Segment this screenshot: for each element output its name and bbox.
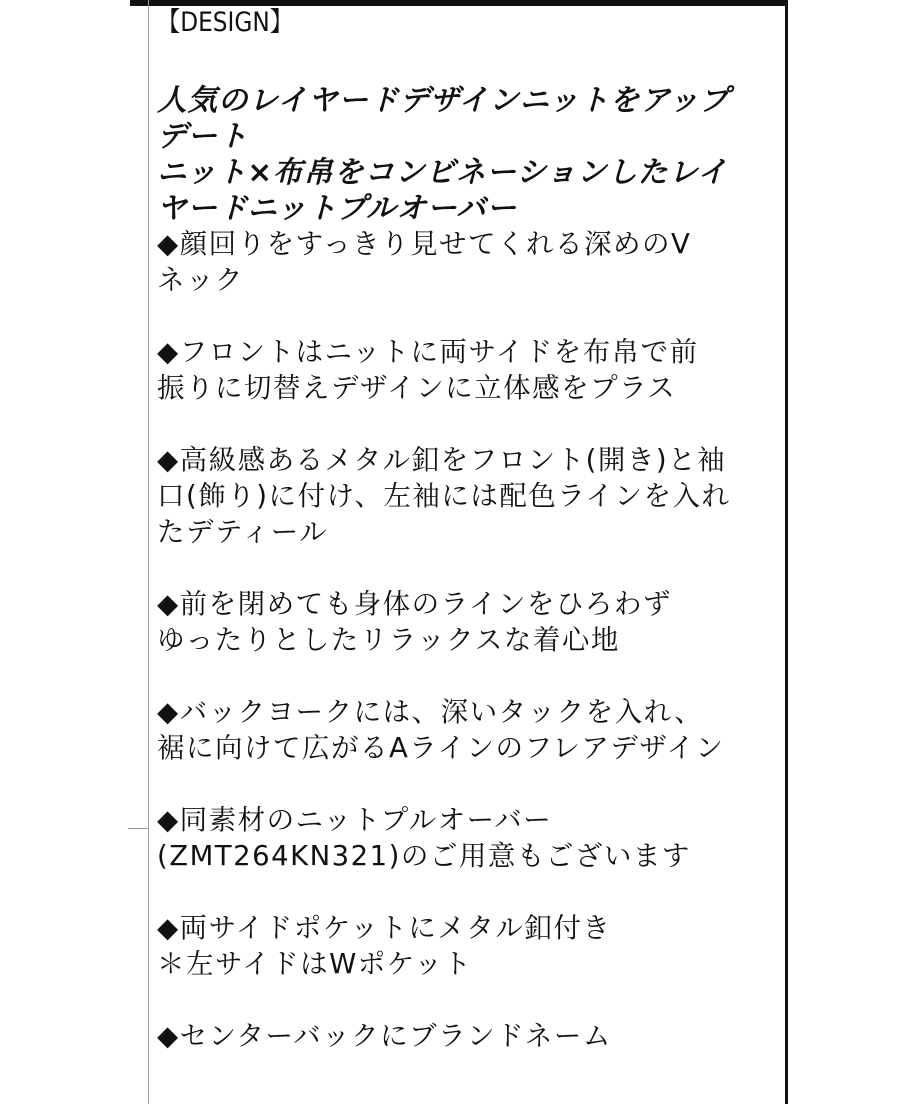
feature-item <box>157 334 777 406</box>
feature-item <box>157 694 777 766</box>
feature-item <box>157 226 777 298</box>
feature-line: たデティール <box>157 516 329 548</box>
lead-line: デート <box>157 119 249 153</box>
feature-item <box>157 586 777 658</box>
product-description <box>157 5 777 1090</box>
lead-text <box>157 82 777 226</box>
feature-line: 口(飾り)に付け、左袖には配色ラインを入れ <box>157 480 731 512</box>
feature-line: ゆったりとしたリラックスな着心地 <box>157 624 620 656</box>
feature-line: ◆顔回りをすっきり見せてくれる深めのV <box>157 228 692 260</box>
feature-line: 裾に向けて広がるAラインのフレアデザイン <box>157 732 725 764</box>
left-border <box>148 0 149 1104</box>
feature-line: ◆両サイドポケットにメタル釦付き <box>157 912 612 944</box>
feature-item <box>157 910 777 982</box>
feature-line: ◆前を閉めても身体のラインをひろわず <box>157 588 672 620</box>
feature-line: ◆同素材のニットプルオーバー <box>157 804 553 836</box>
feature-line: ◆フロントはニットに両サイドを布帛で前 <box>157 336 699 368</box>
feature-line: ネック <box>157 264 244 296</box>
feature-item <box>157 1018 777 1054</box>
lead-line: ニット×布帛をコンビネーションしたレイ <box>157 155 728 189</box>
feature-line: ◆センターバックにブランドネーム <box>157 1020 612 1052</box>
lead-line: ヤードニットプルオーバー <box>157 191 518 225</box>
margin-tick-mark <box>128 828 148 829</box>
feature-line: ＊左サイドはWポケット <box>157 948 473 980</box>
feature-item <box>157 442 777 550</box>
feature-line: 振りに切替えデザインに立体感をプラス <box>157 372 677 404</box>
lead-line: 人気のレイヤードデザインニットをアップ <box>157 83 730 117</box>
feature-line: ◆バックヨークには、深いタックを入れ、 <box>157 696 704 728</box>
feature-item <box>157 802 777 874</box>
feature-list <box>157 226 777 1054</box>
right-border <box>785 0 788 1104</box>
section-header: 【DESIGN】 <box>157 7 293 38</box>
feature-line: ◆高級感あるメタル釦をフロント(開き)と袖 <box>157 444 727 476</box>
feature-line: (ZMT264KN321)のご用意もございます <box>157 840 691 872</box>
